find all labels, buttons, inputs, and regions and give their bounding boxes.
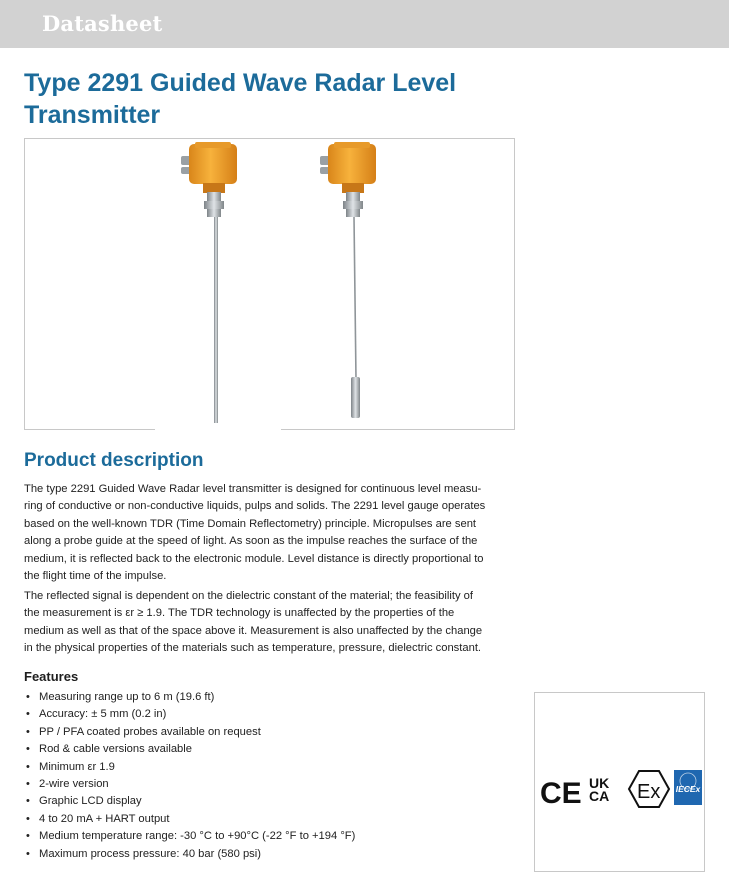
description-paragraph-1 bbox=[24, 481, 518, 585]
certification-box bbox=[534, 692, 705, 872]
iecex-mark-icon bbox=[674, 770, 702, 805]
product-description-heading: Product description bbox=[24, 450, 204, 471]
paragraph-line: ring of conductive or non-conductive liquids, pulps and solids. The 2291 level gauge operates bbox=[24, 500, 486, 513]
feature-item: • Maximum process pressure: 40 bar (580 psi) bbox=[24, 846, 504, 863]
ce-mark-text: CE bbox=[540, 777, 582, 810]
paragraph-line: medium as well as that of the space above it. Measurement is also unaffected by the change bbox=[24, 624, 483, 637]
paragraph-line: along a probe guide at the speed of light. As soon as the impulse reaches the surface of the bbox=[24, 535, 478, 548]
paragraph-line: based on the well-known TDR (Time Domain Reflectometry) principle. Micropulses are sent bbox=[24, 517, 477, 530]
page-title bbox=[24, 67, 544, 131]
feature-item: • Medium temperature range: -30 °C to +90°C (-22 °F to +194 °F) bbox=[24, 828, 504, 845]
paragraph-line: medium, it is reflected back to the electronic module. Level distance is directly proportional to bbox=[24, 552, 484, 565]
features-list bbox=[24, 689, 504, 863]
feature-item: • Rod & cable versions available bbox=[24, 741, 504, 758]
paragraph-line: The reflected signal is dependent on the dielectric constant of the material; the feasibility of bbox=[24, 590, 474, 602]
ex-mark-text: Ex bbox=[637, 781, 661, 803]
title-line-2: Transmitter bbox=[24, 101, 161, 129]
product-image bbox=[24, 138, 515, 430]
ce-mark-icon bbox=[540, 777, 582, 810]
ukca-top-text: UK bbox=[589, 775, 610, 791]
feature-item: • 2-wire version bbox=[24, 776, 504, 793]
feature-item: • 4 to 20 mA + HART output bbox=[24, 811, 504, 828]
cable-transmitter bbox=[320, 142, 376, 418]
iecex-mark-text: IECEx bbox=[675, 784, 701, 794]
certification-logos bbox=[535, 693, 706, 873]
feature-item: • PP / PFA coated probes available on request bbox=[24, 724, 504, 741]
transmitter-illustration bbox=[25, 139, 516, 431]
feature-item: • Minimum εr 1.9 bbox=[24, 759, 504, 776]
features-heading: Features bbox=[24, 669, 79, 684]
feature-item: • Graphic LCD display bbox=[24, 793, 504, 810]
ukca-bottom-text: CA bbox=[589, 788, 610, 804]
description-paragraph-2 bbox=[24, 588, 518, 658]
title-line-1: Type 2291 Guided Wave Radar Level bbox=[24, 69, 457, 97]
ex-mark-icon bbox=[629, 771, 669, 807]
paragraph-line: in the physical properties of the materials such as temperature, pressure, dielectric constant. bbox=[24, 642, 482, 655]
paragraph-line: the measurement is εr ≥ 1.9. The TDR technology is unaffected by the properties of the bbox=[24, 607, 455, 620]
header-label: Datasheet bbox=[42, 11, 163, 36]
ukca-mark-icon bbox=[589, 775, 609, 804]
feature-item: • Measuring range up to 6 m (19.6 ft) bbox=[24, 689, 504, 706]
paragraph-line: the flight time of the impulse. bbox=[24, 570, 167, 583]
paragraph-line: The type 2291 Guided Wave Radar level transmitter is designed for continuous level measu- bbox=[24, 483, 482, 495]
header-bar bbox=[0, 0, 729, 48]
feature-item: • Accuracy: ± 5 mm (0.2 in) bbox=[24, 706, 504, 723]
